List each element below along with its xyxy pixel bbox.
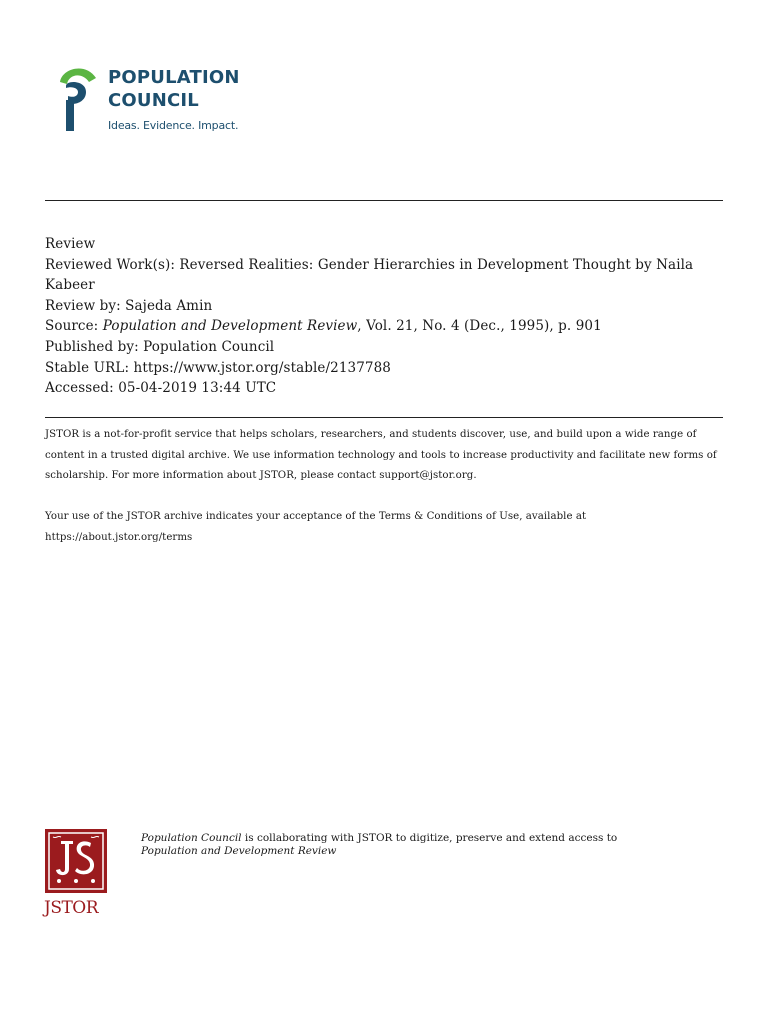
reviewed-work-continuation: Kabeer	[45, 277, 95, 294]
middle-divider	[45, 417, 723, 418]
jstor-wordmark: JSTOR	[44, 898, 99, 918]
collaboration-line1	[141, 832, 617, 845]
terms-notice-paragraph	[45, 507, 735, 548]
stable-url-line	[45, 358, 725, 379]
published-by-label: Published by:	[45, 338, 139, 355]
collaboration-statement	[141, 832, 617, 858]
stable-url-link[interactable]: https://www.jstor.org/stable/2137788	[133, 359, 391, 376]
logo-name-line1: POPULATION	[108, 67, 240, 88]
publisher-name: Population Council	[143, 338, 275, 355]
population-council-logo	[56, 60, 256, 140]
terms-link[interactable]: https://about.jstor.org/terms	[45, 531, 193, 543]
collab-text: is collaborating with JSTOR to digitize, preserve and extend access to	[241, 832, 618, 844]
collab-journal: Population and Development Review	[141, 845, 337, 857]
source-line	[45, 316, 725, 337]
citation-block	[45, 234, 725, 399]
source-details: , Vol. 21, No. 4 (Dec., 1995), p. 901	[357, 318, 602, 335]
collab-publisher: Population Council	[141, 832, 242, 844]
reviewed-work-line	[45, 255, 725, 276]
review-by-line	[45, 296, 725, 317]
logo-name-line2: COUNCIL	[108, 90, 199, 111]
logo-tagline: Ideas. Evidence. Impact.	[108, 119, 239, 132]
accessed-line	[45, 378, 725, 399]
published-by-line	[45, 337, 725, 358]
jstor-notice-paragraph: JSTOR is a not-for-profit service that helps scholars, researchers, and students discover, use, and build upon a wide range of content in a trusted digital archive. We use information technology and tools to increase productivity and facilitate new forms of scholarship. For more information about JSTOR, please contact support@jstor.org.	[45, 429, 717, 481]
jstor-emblem-icon	[45, 829, 107, 893]
reviewed-work-title: Reversed Realities: Gender Hierarchies in Development Thought by Naila	[179, 256, 694, 273]
collaboration-line2	[141, 845, 617, 858]
jstor-logo	[45, 829, 109, 921]
stable-url-label: Stable URL:	[45, 359, 130, 376]
citation-type: Review	[45, 236, 96, 252]
top-divider	[45, 200, 723, 201]
population-council-mark-icon	[56, 62, 100, 134]
review-by-label: Review by:	[45, 297, 121, 314]
accessed-label: Accessed:	[45, 380, 114, 397]
source-label: Source:	[45, 318, 99, 335]
review-author: Sajeda Amin	[125, 297, 213, 314]
source-journal: Population and Development Review	[102, 318, 358, 335]
accessed-date: 05-04-2019 13:44 UTC	[118, 380, 277, 397]
population-council-name	[108, 66, 240, 112]
terms-notice-text: Your use of the JSTOR archive indicates your acceptance of the Terms & Conditions of Use, available at	[45, 511, 587, 522]
reviewed-work-label: Reviewed Work(s):	[45, 256, 175, 273]
